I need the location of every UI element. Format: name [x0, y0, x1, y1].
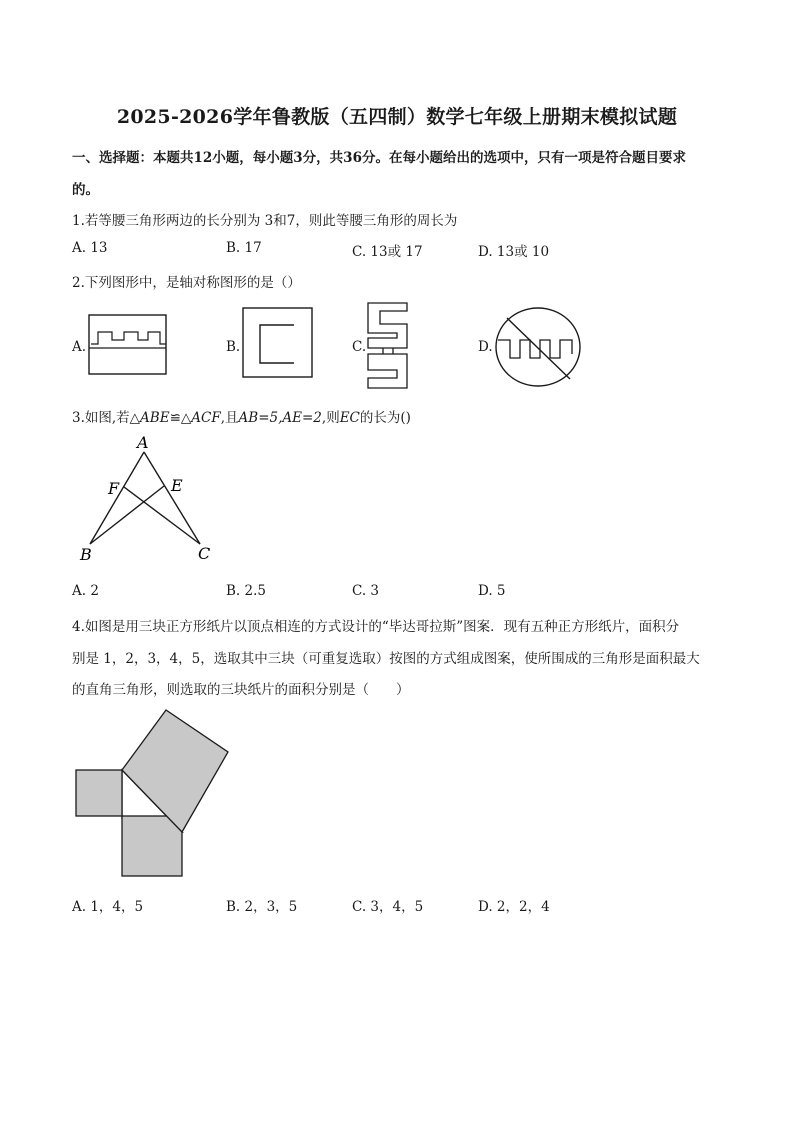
q2-label-a[interactable]: A.	[72, 339, 87, 355]
q4-option-d[interactable]: D. 2，2，4	[478, 899, 550, 915]
q3-stem	[72, 406, 411, 426]
q1-option-a[interactable]: A. 13	[72, 240, 108, 256]
q4-stem-line2: 别是 1，2，3，4，5，选取其中三块（可重复选取）按图的方式组成图案，使所围成的三角形是面积最大	[72, 651, 700, 667]
q3-stem-then: ,则	[321, 410, 340, 426]
q2-label-b[interactable]: B.	[226, 339, 241, 355]
section-instruction-line2: 的。	[72, 182, 99, 198]
q3-vertex-c-label: C	[198, 544, 211, 563]
q3-vertex-a-label: A	[137, 433, 149, 452]
q4-medium-square	[122, 816, 182, 876]
q3-vertex-e-label: E	[171, 476, 183, 495]
q3-triangle-figure	[72, 430, 222, 570]
q2-figure-d	[494, 306, 582, 388]
q4-option-b[interactable]: B. 2，3，5	[226, 899, 298, 915]
q3-vertex-f-label: F	[108, 479, 120, 498]
q3-math-given: AB=5,AE=2	[238, 410, 322, 426]
q4-stem-line3: 的直角三角形，则选取的三块纸片的面积分别是（ ）	[72, 682, 410, 698]
q3-math-abe: △ABE	[129, 410, 170, 426]
q3-math-ec: EC	[339, 410, 360, 426]
q3-math-acf: △ACF	[180, 410, 221, 426]
q1-option-b[interactable]: B. 17	[226, 240, 262, 256]
page-title: 2025-2026学年鲁教版（五四制）数学七年级上册期末模拟试题	[116, 106, 678, 128]
q4-stem-line1: 4.如图是用三块正方形纸片以顶点相连的方式设计的“毕达哥拉斯”图案．现有五种正方形纸片，面积分	[72, 619, 680, 635]
q3-option-c[interactable]: C. 3	[352, 583, 380, 599]
q4-pythagoras-figure	[74, 708, 234, 880]
section-instruction-line1: 一、选择题：本题共12小题，每小题3分，共36分。在每小题给出的选项中，只有一项是符合题目要求	[72, 150, 686, 166]
q1-stem: 1.若等腰三角形两边的长分别为 3和7，则此等腰三角形的周长为	[72, 213, 458, 229]
q4-option-c[interactable]: C. 3，4，5	[352, 899, 424, 915]
q1-option-c[interactable]: C. 13或 17	[352, 244, 423, 260]
q2-stem: 2.下列图形中，是轴对称图形的是（）	[72, 275, 301, 291]
q3-congruent-symbol: ≌	[169, 410, 181, 426]
q3-option-a[interactable]: A. 2	[72, 583, 99, 599]
q1-option-d[interactable]: D. 13或 10	[478, 244, 550, 260]
q4-option-a[interactable]: A. 1，4，5	[72, 899, 144, 915]
q2-figure-b	[242, 307, 314, 379]
q3-stem-mid: ,且	[220, 410, 239, 426]
q3-vertex-b-label: B	[80, 545, 92, 564]
q3-stem-suffix: 的长为()	[359, 410, 411, 426]
q2-figure-c	[366, 302, 410, 390]
q3-option-b[interactable]: B. 2.5	[226, 583, 266, 599]
q2-figure-a	[88, 314, 168, 376]
q2-label-c[interactable]: C.	[352, 339, 367, 355]
q2-label-d[interactable]: D.	[478, 339, 493, 355]
q4-small-square	[76, 770, 122, 816]
q3-stem-prefix: 3.如图,若	[72, 410, 130, 426]
q3-option-d[interactable]: D. 5	[478, 583, 506, 599]
